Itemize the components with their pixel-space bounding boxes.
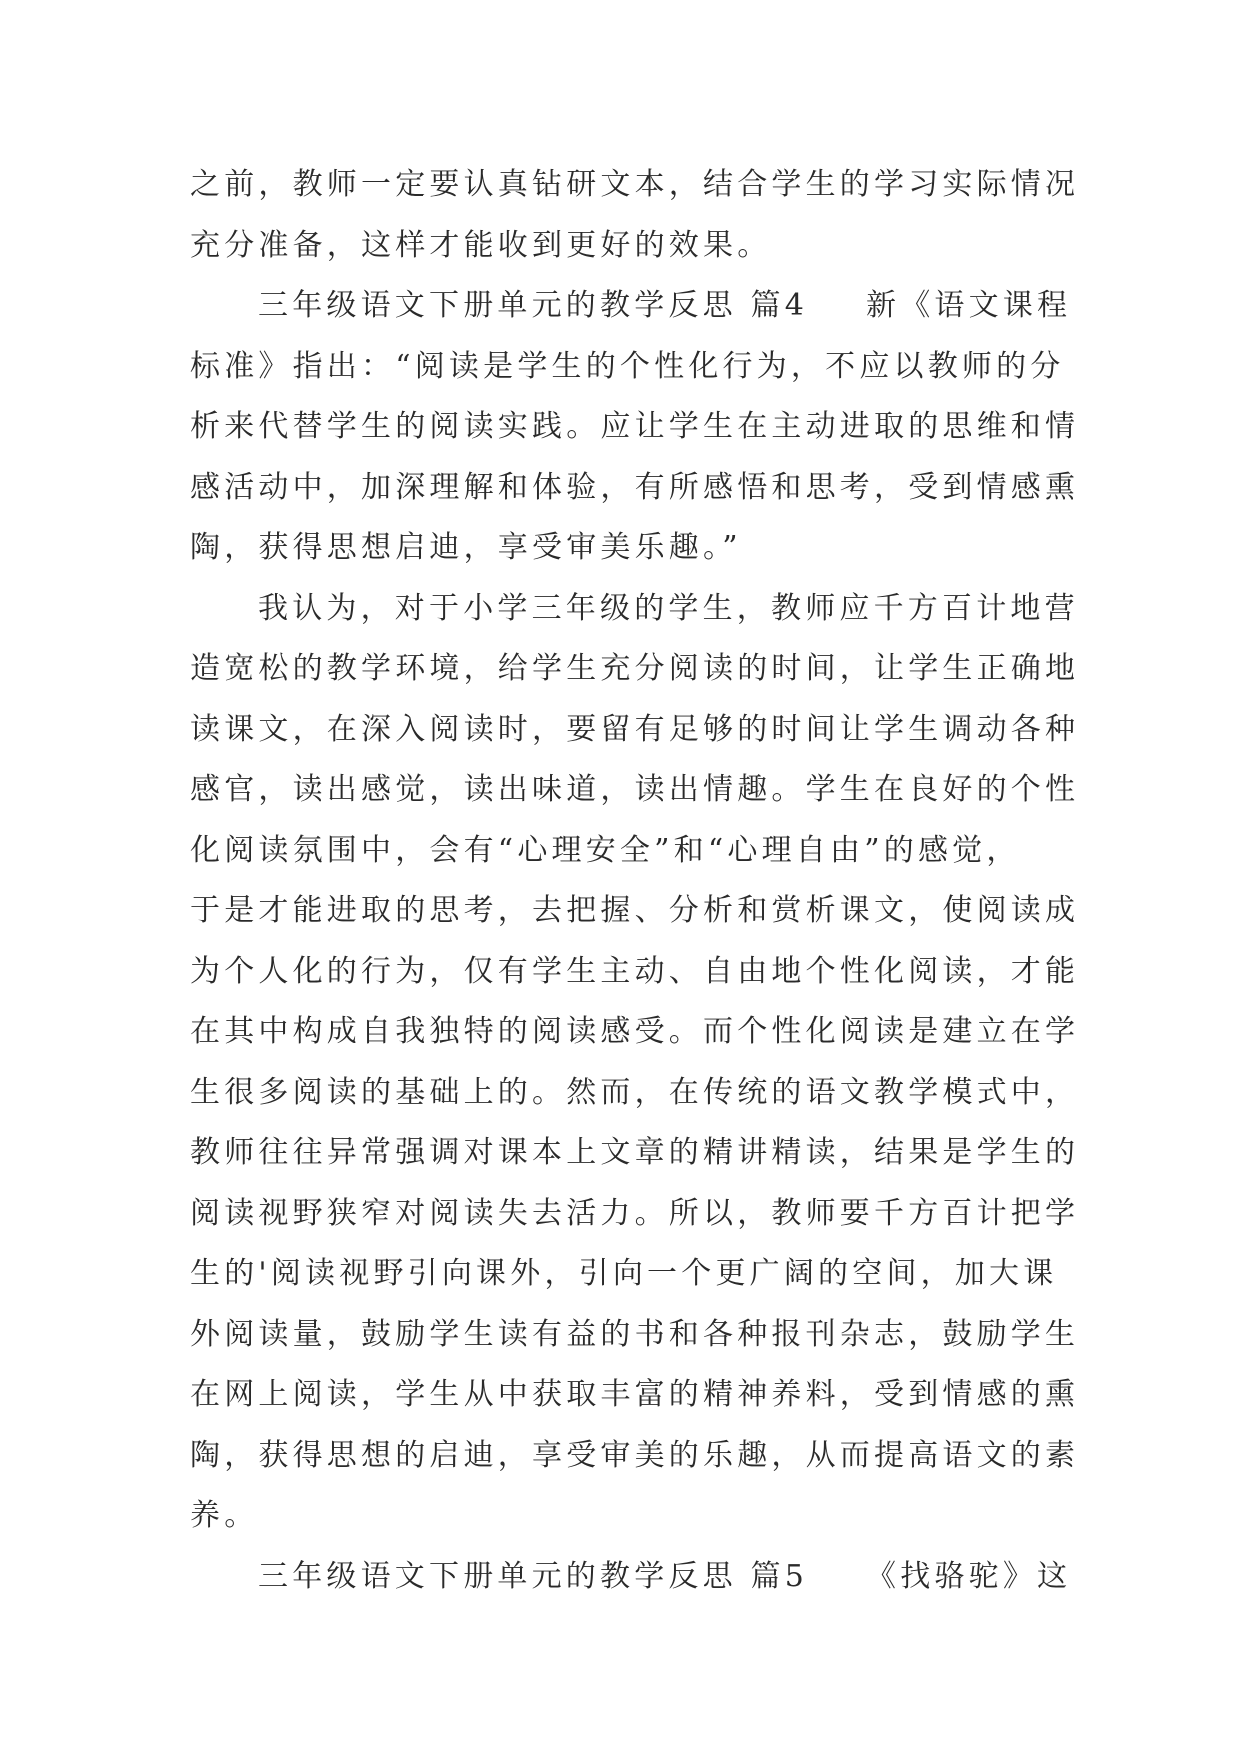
text-line: 在网上阅读，学生从中获取丰富的精神养料，受到情感的熏: [190, 1377, 1080, 1412]
section-heading-line: [190, 276, 1072, 337]
body-text: [190, 155, 1080, 1607]
text-line: 陶，获得思想的启迪，享受审美的乐趣，从而提高语文的素: [190, 1437, 1080, 1473]
text-line: 标准》指出：“阅读是学生的个性化行为，不应以教师的分: [190, 348, 1065, 384]
text-line: 为个人化的行为，仅有学生主动、自由地个性化阅读，才能: [190, 953, 1080, 989]
section-heading: 三年级语文下册单元的教学反思 篇5: [258, 1558, 809, 1594]
text-line: 充分准备，这样才能收到更好的效果。: [190, 227, 772, 263]
text-line: 之前，教师一定要认真钻研文本，结合学生的学习实际情况: [190, 167, 1080, 202]
text-line: 感官，读出感觉，读出味道，读出情趣。学生在良好的个性: [190, 772, 1080, 807]
text-line: 读课文，在深入阅读时，要留有足够的时间让学生调动各种: [190, 711, 1080, 747]
text-line: 生的'阅读视野引向课外，引向一个更广阔的空间，加大课: [190, 1256, 1058, 1291]
text-line: 新《语文课程: [866, 288, 1072, 323]
section-heading-line: [190, 1547, 1072, 1608]
text-line: 《找骆驼》这: [866, 1558, 1072, 1594]
text-line: 生很多阅读的基础上的。然而，在传统的语文教学模式中，: [190, 1074, 1080, 1110]
section-heading: 三年级语文下册单元的教学反思 篇4: [258, 288, 809, 323]
text-line: 化阅读氛围中，会有“心理安全”和“心理自由”的感觉，: [190, 832, 1021, 868]
text-line: 感活动中，加深理解和体验，有所感悟和思考，受到情感熏: [190, 469, 1080, 505]
text-line: 外阅读量，鼓励学生读有益的书和各种报刊杂志，鼓励学生: [190, 1316, 1080, 1352]
text-line: 于是才能进取的思考，去把握、分析和赏析课文，使阅读成: [190, 893, 1080, 928]
text-line: 我认为，对于小学三年级的学生，教师应千方百计地营: [258, 590, 1079, 626]
text-line: 陶，获得思想启迪，享受审美乐趣。”: [190, 530, 742, 565]
text-line: 造宽松的教学环境，给学生充分阅读的时间，让学生正确地: [190, 651, 1080, 686]
text-line: 析来代替学生的阅读实践。应让学生在主动进取的思维和情: [190, 409, 1080, 444]
text-line: 教师往往异常强调对课本上文章的精讲精读，结果是学生的: [190, 1135, 1080, 1170]
text-line: 在其中构成自我独特的阅读感受。而个性化阅读是建立在学: [190, 1014, 1080, 1049]
text-line: 养。: [190, 1498, 259, 1533]
text-line: 阅读视野狭窄对阅读失去活力。所以，教师要千方百计把学: [190, 1195, 1080, 1231]
